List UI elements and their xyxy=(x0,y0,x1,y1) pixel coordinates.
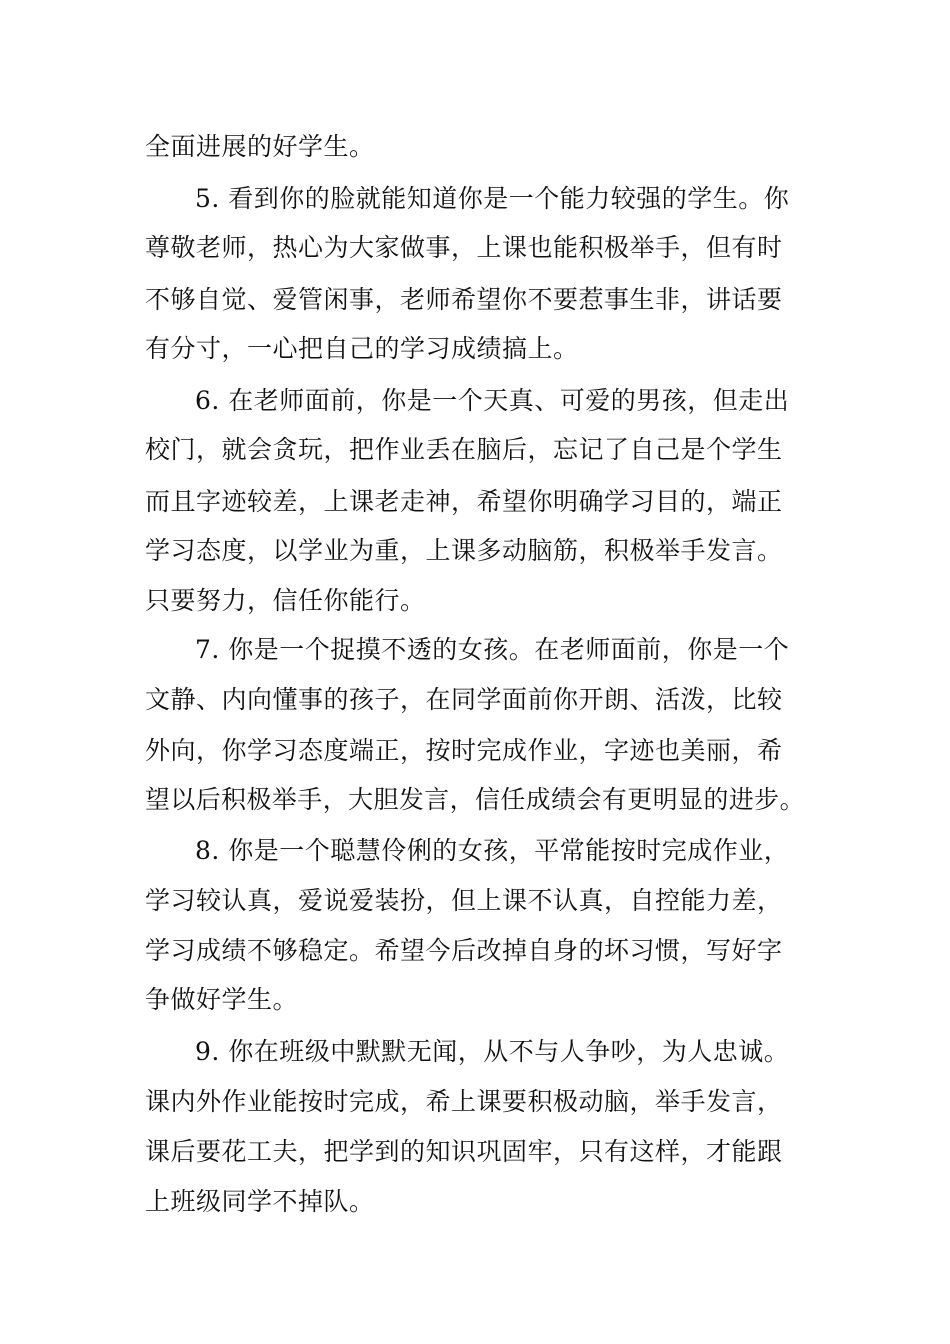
text-line: 有分寸，一心把自己的学习成绩搞上。 xyxy=(145,334,579,363)
paragraph-6-line-1: 6. 在老师面前，你是一个天真、可爱的男孩，但走出 xyxy=(195,386,790,415)
text-line: 课内外作业能按时完成，希上课要积极动脑，举手发言， xyxy=(145,1087,783,1116)
paragraph-5-line-1: 5. 看到你的脸就能知道你是一个能力较强的学生。你 xyxy=(195,184,790,213)
text-line: 学习态度，以学业为重，上课多动脑筋，积极举手发言。 xyxy=(145,536,783,565)
text-line: 课后要花工夫，把学到的知识巩固牢，只有这样，才能跟 xyxy=(145,1137,783,1166)
paragraph-8-line-1: 8. 你是一个聪慧伶俐的女孩，平常能按时完成作业， xyxy=(195,836,790,865)
text-line: 不够自觉、爱管闲事，老师希望你不要惹事生非，讲话要 xyxy=(145,285,783,314)
text-line: 争做好学生。 xyxy=(145,985,299,1014)
text-line: 只要努力，信任你能行。 xyxy=(145,586,426,615)
text-line: 望以后积极举手，大胆发言，信任成绩会有更明显的进步。 xyxy=(145,785,806,814)
text-line: 文静、内向懂事的孩子，在同学面前你开朗、活泼，比较 xyxy=(145,685,783,714)
text-line: 而且字迹较差，上课老走神，希望你明确学习目的，端正 xyxy=(145,487,783,516)
text-line: 学习较认真，爱说爱装扮，但上课不认真，自控能力差， xyxy=(145,886,783,915)
text-line: 上班级同学不掉队。 xyxy=(145,1187,375,1216)
text-line: 尊敬老师，热心为大家做事，上课也能积极举手，但有时 xyxy=(145,233,783,262)
text-line: 外向，你学习态度端正，按时完成作业，字迹也美丽，希 xyxy=(145,736,783,765)
paragraph-9-line-1: 9. 你在班级中默默无闻，从不与人争吵，为人忠诚。 xyxy=(195,1037,790,1066)
text-line: 学习成绩不够稳定。希望今后改掉自身的坏习惯，写好字 xyxy=(145,936,783,965)
text-line: 校门，就会贪玩，把作业丢在脑后，忘记了自己是个学生 xyxy=(145,435,783,464)
paragraph-7-line-1: 7. 你是一个捉摸不透的女孩。在老师面前，你是一个 xyxy=(195,635,790,664)
text-line: 全面进展的好学生。 xyxy=(145,132,375,161)
